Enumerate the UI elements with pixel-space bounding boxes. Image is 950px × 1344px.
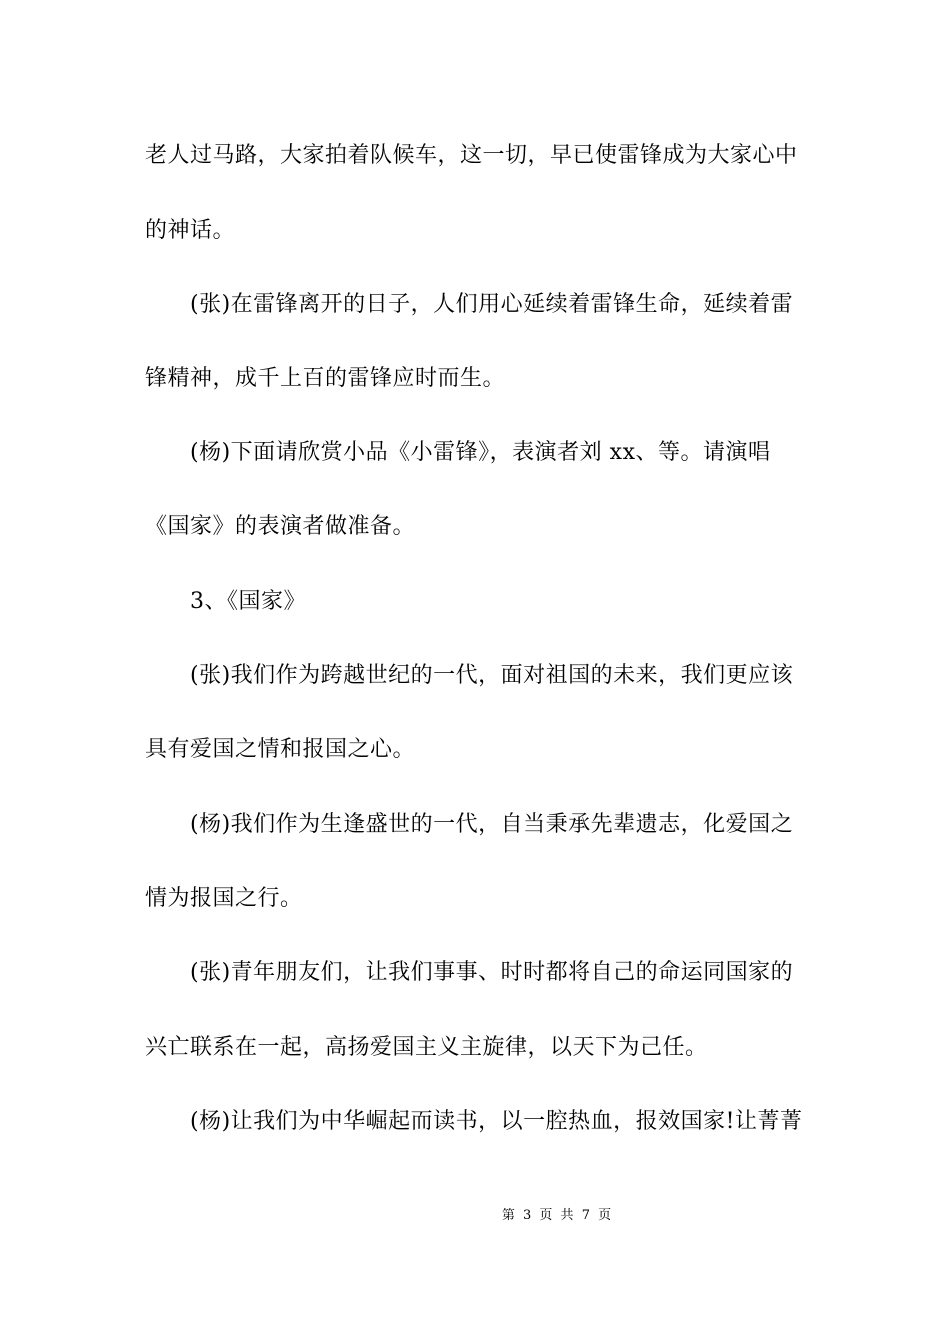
text-line: (杨)下面请欣赏小品《小雷锋》，表演者刘 xx、等。请演唱: [190, 440, 771, 465]
text-line: 3、《国家》: [190, 589, 306, 614]
text-line: 情为报国之行。: [145, 886, 303, 911]
text-line: (张)在雷锋离开的日子，人们用心延续着雷锋生命，延续着雷: [190, 292, 794, 317]
text-line: 具有爱国之情和报国之心。: [145, 737, 416, 762]
text-line: 的神话。: [145, 218, 236, 243]
page-number: 第 3 页 共 7 页: [501, 1208, 614, 1223]
text-line: 老人过马路，大家拍着队候车，这一切，早已使雷锋成为大家心中: [145, 143, 798, 168]
text-line: (杨)我们作为生逢盛世的一代，自当秉承先辈遗志，化爱国之: [190, 812, 794, 837]
text-line: (张)我们作为跨越世纪的一代，面对祖国的未来，我们更应该: [190, 663, 794, 688]
text-line: (张)青年朋友们，让我们事事、时时都将自己的命运同国家的: [190, 960, 794, 985]
page-footer: [0, 1207, 950, 1225]
text-line: 锋精神，成千上百的雷锋应时而生。: [145, 366, 506, 391]
text-line: 《国家》的表演者做准备。: [145, 514, 416, 539]
text-line: 兴亡联系在一起，高扬爱国主义主旋律，以天下为己任。: [145, 1035, 708, 1060]
text-line: (杨)让我们为中华崛起而读书，以一腔热血，报效国家!让菁菁: [190, 1109, 803, 1134]
